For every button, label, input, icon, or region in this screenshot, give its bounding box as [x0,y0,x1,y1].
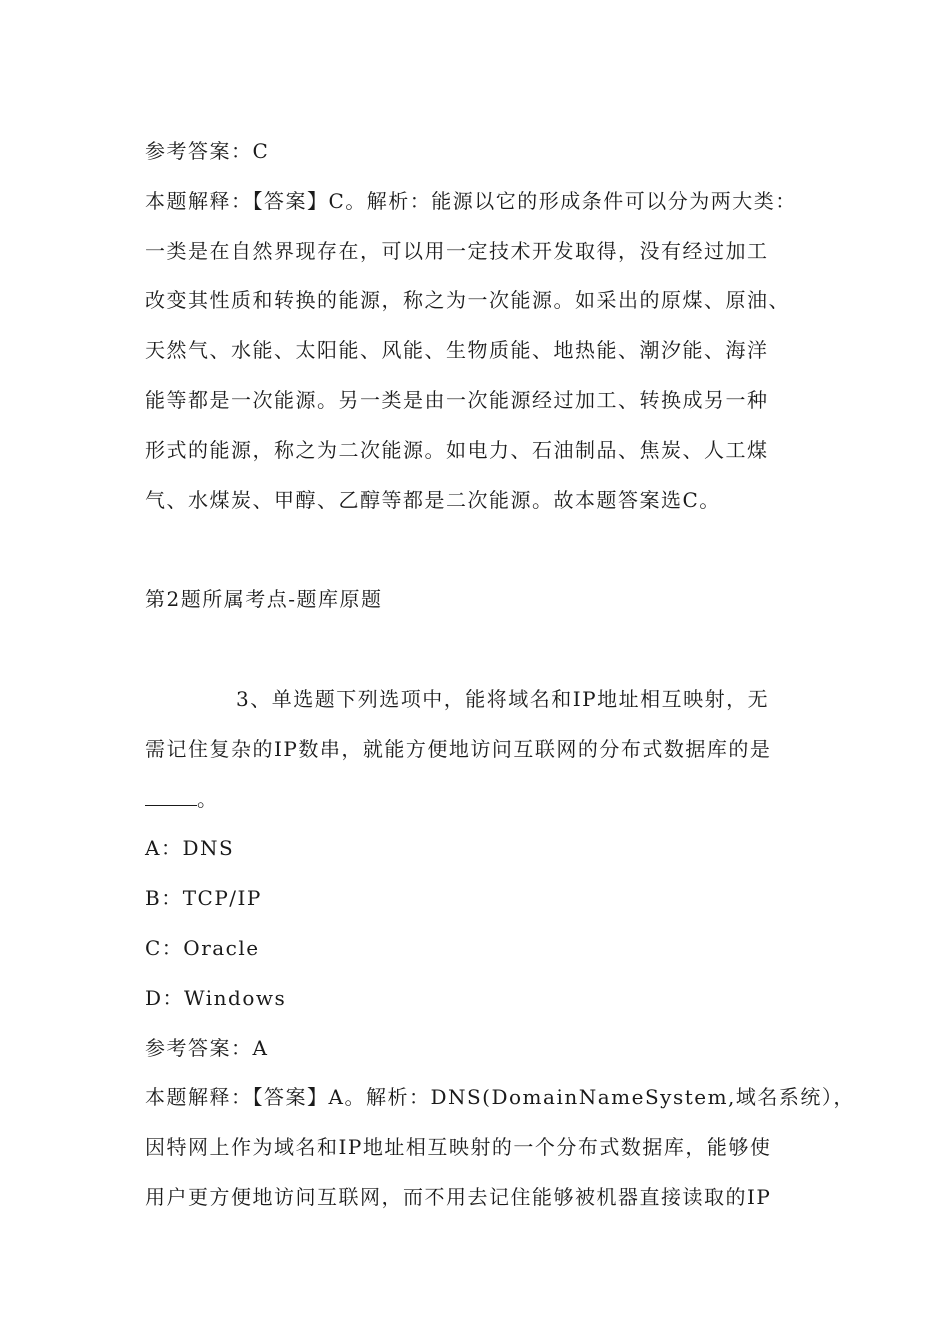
answer-blank [145,787,197,806]
q2-explanation-line-6: 形式的能源，称之为二次能源。如电力、石油制品、焦炭、人工煤 [145,438,769,462]
q2-explanation-line-2: 一类是在自然界现存在，可以用一定技术开发取得，没有经过加工 [145,239,769,263]
q3-question-blank [145,786,219,812]
q2-explanation-line-5: 能等都是一次能源。另一类是由一次能源经过加工、转换成另一种 [145,388,769,412]
q3-option-a: A：DNS [145,836,235,860]
q2-topic: 第2题所属考点-题库原题 [145,587,383,611]
q3-answer: 参考答案：A [145,1036,269,1060]
q2-explanation-line-4: 天然气、水能、太阳能、风能、生物质能、地热能、潮汐能、海洋 [145,338,769,362]
q2-explanation-line-7: 气、水煤炭、甲醇、乙醇等都是二次能源。故本题答案选C。 [145,488,721,512]
q2-answer: 参考答案：C [145,139,270,163]
q3-option-d: D：Windows [145,986,287,1010]
q3-blank-end: 。 [197,787,219,811]
q3-explanation-line-3: 用户更方便地访问互联网，而不用去记住能够被机器直接读取的IP [145,1185,772,1209]
q3-explanation-line-2: 因特网上作为域名和IP地址相互映射的一个分布式数据库，能够使 [145,1135,772,1159]
q2-explanation-line-3: 改变其性质和转换的能源，称之为一次能源。如采出的原煤、原油、 [145,288,790,312]
q3-option-c: C：Oracle [145,936,260,960]
q2-explanation-line-1: 本题解释：【答案】C。解析：能源以它的形成条件可以分为两大类： [145,189,797,213]
q3-question-line-2: 需记住复杂的IP数串，就能方便地访问互联网的分布式数据库的是 [145,737,772,761]
q3-option-b: B：TCP/IP [145,886,262,910]
q3-question-line-1: 3、单选题下列选项中，能将域名和IP地址相互映射，无 [236,687,770,711]
q3-explanation-line-1: 本题解释：【答案】A。解析：DNS(DomainNameSystem,域名系统）， [145,1085,855,1109]
